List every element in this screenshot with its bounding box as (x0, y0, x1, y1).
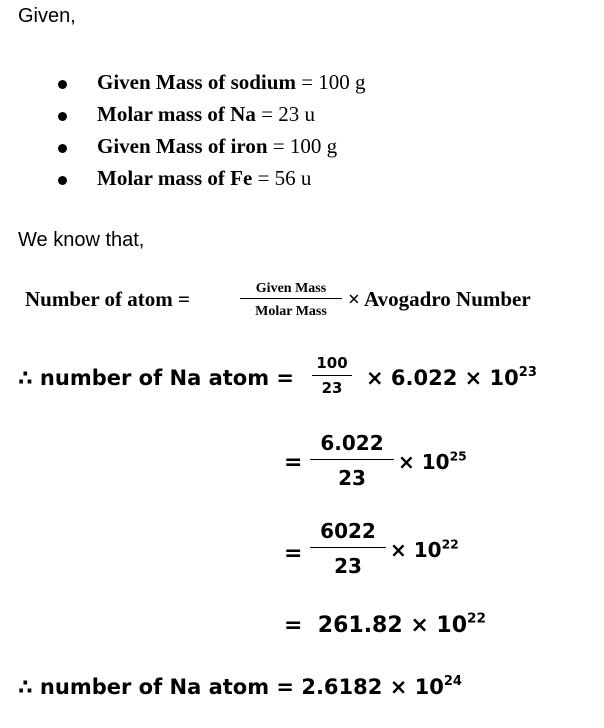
formula-lhs: Number of atom = (25, 287, 190, 311)
know-heading: We know that, (18, 229, 145, 251)
step3-equals: = (284, 541, 303, 566)
step1-rhs: × $6.022 \times 10^{23}$ (366, 364, 537, 390)
step1-lhs: ∴ number of Na atom = (18, 366, 295, 390)
step2-equals: = (284, 450, 303, 475)
fraction-numerator: 6.022 (320, 431, 384, 455)
fraction-bar (240, 298, 342, 299)
fraction-numerator: Given Mass (255, 281, 327, 296)
fraction-denominator: 23 (338, 466, 366, 490)
bullet-icon (58, 80, 67, 89)
formula-fraction (240, 280, 342, 321)
step3-rhs: × $10^{22}$ (390, 536, 459, 562)
bullet-icon (58, 144, 67, 153)
result: ∴ number of Na atom = $2.6182 \times 10^{24}$ (18, 673, 462, 699)
bullet-icon (58, 112, 67, 121)
list-item: Given Mass of iron = 100 g (97, 134, 338, 158)
list-item: Given Mass of sodium = 100 g (97, 70, 366, 94)
list-item: Molar mass of Na = 23 u (97, 102, 315, 126)
fraction-numerator: 100 (316, 354, 348, 372)
bullet-icon (58, 176, 67, 185)
given-heading: Given, (18, 5, 76, 27)
formula-rhs: × Avogadro Number (348, 287, 531, 311)
fraction-bar (310, 459, 394, 460)
list-item: Molar mass of Fe = 56 u (97, 166, 312, 190)
fraction-denominator: 23 (334, 554, 362, 578)
step4: = $261.82 \times 10^{22}$ (284, 610, 486, 638)
fraction-denominator: 23 (321, 379, 343, 397)
step2-rhs: × $10^{25}$ (398, 448, 467, 474)
fraction-bar (310, 547, 386, 548)
fraction-bar (312, 375, 352, 376)
fraction-numerator: 6022 (320, 519, 376, 543)
step2-fraction (310, 431, 394, 490)
step1-fraction (312, 354, 352, 398)
fraction-denominator: Molar Mass (255, 304, 327, 319)
step3-fraction (310, 519, 386, 578)
